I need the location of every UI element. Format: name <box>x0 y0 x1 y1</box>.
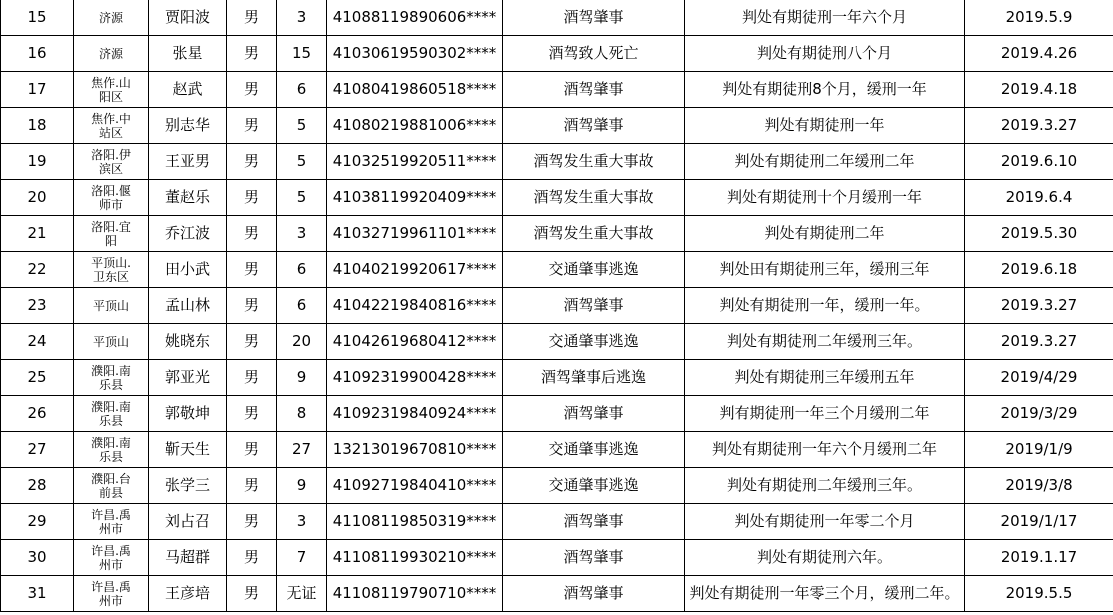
table-row <box>1 252 1113 288</box>
gender-cell: 男 <box>227 216 277 252</box>
verdict-cell: 判处有期徒刑二年 <box>685 216 965 252</box>
id-number-cell: 41108119930210**** <box>327 540 503 576</box>
name-cell: 董赵乐 <box>149 180 227 216</box>
row-number: 29 <box>1 504 74 540</box>
verdict-cell: 判处有期徒刑一年 <box>685 108 965 144</box>
region-cell: 濮阳.南乐县 <box>74 396 149 432</box>
name-cell: 乔江波 <box>149 216 227 252</box>
id-number-cell: 41108119850319**** <box>327 504 503 540</box>
row-number: 21 <box>1 216 74 252</box>
offense-cell: 酒驾肇事 <box>503 0 685 36</box>
date-cell: 2019.6.18 <box>965 252 1113 288</box>
table-row <box>1 216 1113 252</box>
points-cell: 3 <box>277 0 327 36</box>
row-number: 31 <box>1 576 74 612</box>
gender-cell: 男 <box>227 72 277 108</box>
id-number-cell: 41092319840924**** <box>327 396 503 432</box>
date-cell: 2019.6.10 <box>965 144 1113 180</box>
row-number: 25 <box>1 360 74 396</box>
id-number-cell: 41042219840816**** <box>327 288 503 324</box>
row-number: 17 <box>1 72 74 108</box>
offense-cell: 酒驾肇事 <box>503 576 685 612</box>
row-number: 28 <box>1 468 74 504</box>
region-cell: 濮阳.南乐县 <box>74 360 149 396</box>
gender-cell: 男 <box>227 360 277 396</box>
name-cell: 姚晓东 <box>149 324 227 360</box>
row-number: 18 <box>1 108 74 144</box>
points-cell: 9 <box>277 360 327 396</box>
table-row <box>1 0 1113 36</box>
points-cell: 5 <box>277 144 327 180</box>
row-number: 20 <box>1 180 74 216</box>
offense-cell: 交通肇事逃逸 <box>503 252 685 288</box>
verdict-cell: 判处有期徒刑一年零二个月 <box>685 504 965 540</box>
region-cell: 许昌.禹州市 <box>74 540 149 576</box>
row-number: 27 <box>1 432 74 468</box>
name-cell: 贾阳波 <box>149 0 227 36</box>
table-row <box>1 360 1113 396</box>
verdict-cell: 判处田有期徒刑三年，缓刑三年 <box>685 252 965 288</box>
date-cell: 2019/3/29 <box>965 396 1113 432</box>
verdict-cell: 判处有期徒刑三年缓刑五年 <box>685 360 965 396</box>
region-cell: 洛阳.宜阳 <box>74 216 149 252</box>
verdict-cell: 判处有期徒刑八个月 <box>685 36 965 72</box>
row-number: 16 <box>1 36 74 72</box>
points-cell: 6 <box>277 288 327 324</box>
points-cell: 3 <box>277 216 327 252</box>
region-cell: 济源 <box>74 0 149 36</box>
points-cell: 8 <box>277 396 327 432</box>
gender-cell: 男 <box>227 288 277 324</box>
row-number: 24 <box>1 324 74 360</box>
name-cell: 张学三 <box>149 468 227 504</box>
row-number: 15 <box>1 0 74 36</box>
points-cell: 5 <box>277 108 327 144</box>
points-cell: 3 <box>277 504 327 540</box>
table-row <box>1 540 1113 576</box>
date-cell: 2019.3.27 <box>965 288 1113 324</box>
date-cell: 2019.5.9 <box>965 0 1113 36</box>
verdict-cell: 判处有期徒刑一年六个月 <box>685 0 965 36</box>
id-number-cell: 41040219920617**** <box>327 252 503 288</box>
gender-cell: 男 <box>227 252 277 288</box>
verdict-cell: 判处有期徒刑一年，缓刑一年。 <box>685 288 965 324</box>
region-cell: 平顶山 <box>74 324 149 360</box>
name-cell: 张星 <box>149 36 227 72</box>
gender-cell: 男 <box>227 144 277 180</box>
row-number: 19 <box>1 144 74 180</box>
verdict-cell: 判处有期徒刑十个月缓刑一年 <box>685 180 965 216</box>
region-cell: 许昌.禹州市 <box>74 576 149 612</box>
offense-cell: 酒驾肇事 <box>503 396 685 432</box>
region-cell: 焦作.中站区 <box>74 108 149 144</box>
verdict-cell: 判处有期徒刑二年缓刑二年 <box>685 144 965 180</box>
points-cell: 15 <box>277 36 327 72</box>
id-number-cell: 41080419860518**** <box>327 72 503 108</box>
points-cell: 27 <box>277 432 327 468</box>
row-number: 22 <box>1 252 74 288</box>
id-number-cell: 41030619590302**** <box>327 36 503 72</box>
offense-cell: 酒驾肇事 <box>503 108 685 144</box>
date-cell: 2019/1/9 <box>965 432 1113 468</box>
date-cell: 2019.3.27 <box>965 324 1113 360</box>
offense-cell: 酒驾肇事 <box>503 540 685 576</box>
date-cell: 2019/3/8 <box>965 468 1113 504</box>
id-number-cell: 41092319900428**** <box>327 360 503 396</box>
region-cell: 濮阳.南乐县 <box>74 432 149 468</box>
table-row <box>1 324 1113 360</box>
table-row <box>1 108 1113 144</box>
table-row <box>1 144 1113 180</box>
gender-cell: 男 <box>227 36 277 72</box>
row-number: 23 <box>1 288 74 324</box>
row-number: 26 <box>1 396 74 432</box>
region-cell: 许昌.禹州市 <box>74 504 149 540</box>
gender-cell: 男 <box>227 108 277 144</box>
date-cell: 2019.4.26 <box>965 36 1113 72</box>
date-cell: 2019.5.5 <box>965 576 1113 612</box>
offense-cell: 酒驾肇事 <box>503 72 685 108</box>
verdict-cell: 判处有期徒刑8个月，缓刑一年 <box>685 72 965 108</box>
id-number-cell: 41108119790710**** <box>327 576 503 612</box>
date-cell: 2019/1/17 <box>965 504 1113 540</box>
date-cell: 2019/4/29 <box>965 360 1113 396</box>
verdict-cell: 判处有期徒刑二年缓刑三年。 <box>685 324 965 360</box>
name-cell: 郭亚光 <box>149 360 227 396</box>
table-row <box>1 432 1113 468</box>
table-row <box>1 504 1113 540</box>
gender-cell: 男 <box>227 540 277 576</box>
gender-cell: 男 <box>227 0 277 36</box>
id-number-cell: 41032519920511**** <box>327 144 503 180</box>
verdict-cell: 判处有期徒刑六年。 <box>685 540 965 576</box>
name-cell: 别志华 <box>149 108 227 144</box>
gender-cell: 男 <box>227 324 277 360</box>
points-cell: 无证 <box>277 576 327 612</box>
offense-cell: 酒驾肇事 <box>503 504 685 540</box>
offense-cell: 酒驾发生重大事故 <box>503 216 685 252</box>
region-cell: 焦作.山阳区 <box>74 72 149 108</box>
table-body <box>1 0 1113 612</box>
gender-cell: 男 <box>227 504 277 540</box>
region-cell: 平顶山.卫东区 <box>74 252 149 288</box>
row-number: 30 <box>1 540 74 576</box>
table-row <box>1 288 1113 324</box>
gender-cell: 男 <box>227 576 277 612</box>
date-cell: 2019.5.30 <box>965 216 1113 252</box>
id-number-cell: 41092719840410**** <box>327 468 503 504</box>
points-cell: 6 <box>277 72 327 108</box>
name-cell: 王彦培 <box>149 576 227 612</box>
region-cell: 济源 <box>74 36 149 72</box>
id-number-cell: 13213019670810**** <box>327 432 503 468</box>
gender-cell: 男 <box>227 468 277 504</box>
verdict-cell: 判处有期徒刑一年六个月缓刑二年 <box>685 432 965 468</box>
name-cell: 赵武 <box>149 72 227 108</box>
name-cell: 刘占召 <box>149 504 227 540</box>
offense-cell: 交通肇事逃逸 <box>503 432 685 468</box>
id-number-cell: 41032719961101**** <box>327 216 503 252</box>
gender-cell: 男 <box>227 396 277 432</box>
date-cell: 2019.1.17 <box>965 540 1113 576</box>
gender-cell: 男 <box>227 180 277 216</box>
region-cell: 濮阳.台前县 <box>74 468 149 504</box>
date-cell: 2019.4.18 <box>965 72 1113 108</box>
offense-cell: 酒驾发生重大事故 <box>503 180 685 216</box>
id-number-cell: 41042619680412**** <box>327 324 503 360</box>
table-row <box>1 576 1113 612</box>
gender-cell: 男 <box>227 432 277 468</box>
offense-cell: 酒驾致人死亡 <box>503 36 685 72</box>
table-row <box>1 72 1113 108</box>
verdict-cell: 判处有期徒刑二年缓刑三年。 <box>685 468 965 504</box>
id-number-cell: 41038119920409**** <box>327 180 503 216</box>
date-cell: 2019.3.27 <box>965 108 1113 144</box>
table-row <box>1 36 1113 72</box>
verdict-cell: 判有期徒刑一年三个月缓刑二年 <box>685 396 965 432</box>
region-cell: 洛阳.伊滨区 <box>74 144 149 180</box>
offense-cell: 交通肇事逃逸 <box>503 468 685 504</box>
name-cell: 郭敬坤 <box>149 396 227 432</box>
id-number-cell: 41088119890606**** <box>327 0 503 36</box>
offense-cell: 酒驾肇事后逃逸 <box>503 360 685 396</box>
table-row <box>1 180 1113 216</box>
name-cell: 孟山林 <box>149 288 227 324</box>
table-row <box>1 396 1113 432</box>
id-number-cell: 41080219881006**** <box>327 108 503 144</box>
region-cell: 平顶山 <box>74 288 149 324</box>
offense-cell: 酒驾发生重大事故 <box>503 144 685 180</box>
points-cell: 6 <box>277 252 327 288</box>
points-cell: 7 <box>277 540 327 576</box>
table-row <box>1 468 1113 504</box>
offense-cell: 酒驾肇事 <box>503 288 685 324</box>
region-cell: 洛阳.偃师市 <box>74 180 149 216</box>
name-cell: 王亚男 <box>149 144 227 180</box>
name-cell: 靳天生 <box>149 432 227 468</box>
offense-cell: 交通肇事逃逸 <box>503 324 685 360</box>
points-cell: 5 <box>277 180 327 216</box>
name-cell: 田小武 <box>149 252 227 288</box>
name-cell: 马超群 <box>149 540 227 576</box>
verdict-cell: 判处有期徒刑一年零三个月，缓刑二年。 <box>685 576 965 612</box>
date-cell: 2019.6.4 <box>965 180 1113 216</box>
points-cell: 20 <box>277 324 327 360</box>
points-cell: 9 <box>277 468 327 504</box>
